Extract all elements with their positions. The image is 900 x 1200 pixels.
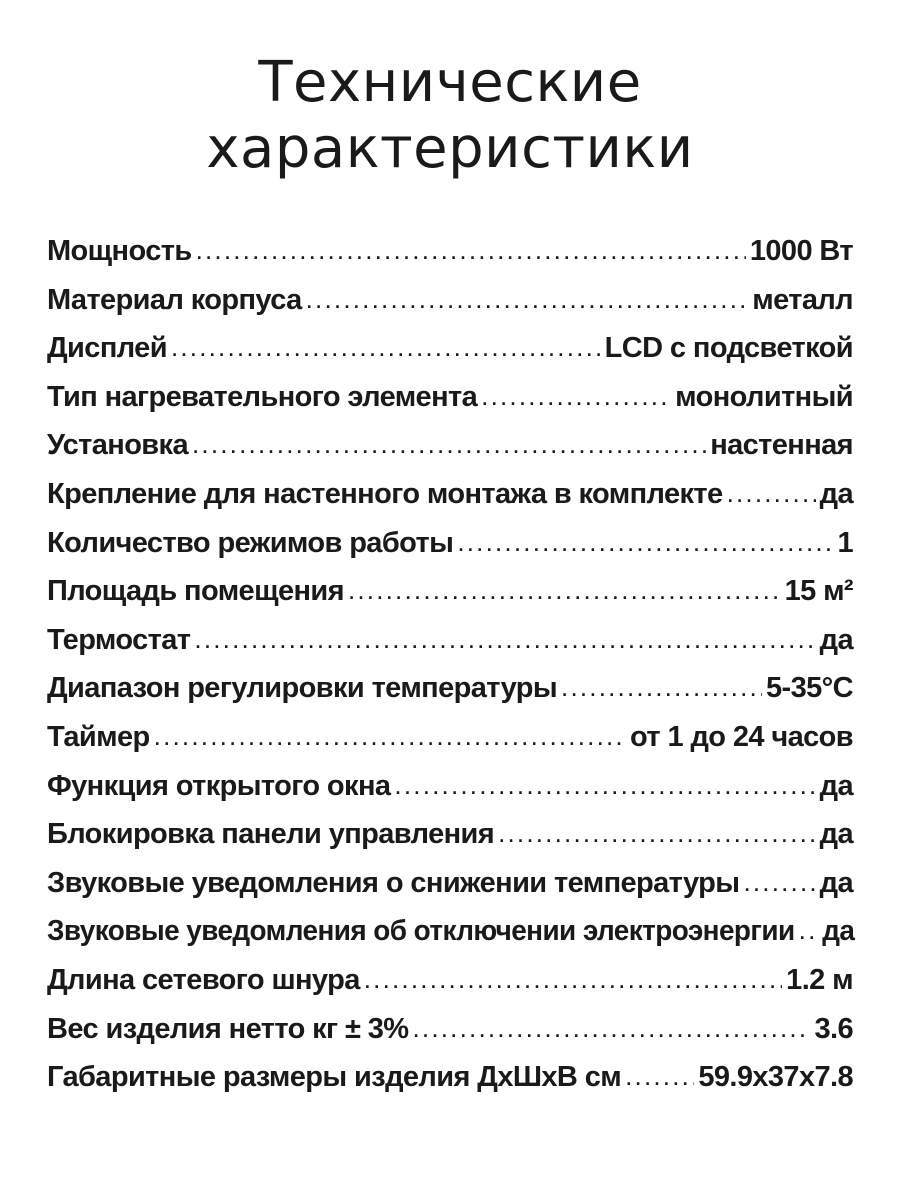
spec-row	[47, 575, 853, 624]
page-title-line-2: характеристики	[206, 116, 694, 181]
spec-row	[47, 429, 853, 478]
spec-value: LCD с подсветкой	[604, 332, 853, 365]
spec-label: Тип нагревательного элемента	[47, 380, 478, 413]
dot-leader	[481, 380, 671, 410]
dot-leader	[194, 623, 815, 653]
dot-leader	[412, 1012, 810, 1042]
spec-row	[47, 478, 853, 527]
spec-value: монолитный	[675, 380, 853, 413]
spec-value: 3.6	[814, 1012, 853, 1045]
spec-label: Габаритные размеры изделия ДхШхВ см	[47, 1061, 622, 1094]
page-title	[0, 50, 900, 182]
spec-row	[47, 867, 853, 916]
spec-value: 1	[837, 526, 853, 559]
spec-label: Блокировка панели управления	[47, 818, 495, 851]
spec-value: да	[819, 477, 853, 510]
spec-row	[47, 721, 853, 770]
dot-leader	[625, 1060, 694, 1090]
spec-label: Звуковые уведомления об отключении электроэнергии	[47, 915, 795, 948]
spec-label: Площадь помещения	[47, 575, 344, 608]
dot-leader	[561, 671, 762, 701]
spec-label: Крепление для настенного монтажа в комплекте	[47, 477, 723, 510]
spec-row	[47, 284, 853, 333]
spec-value: да	[819, 769, 853, 802]
spec-value: металл	[752, 283, 853, 316]
spec-row	[47, 1013, 853, 1062]
spec-row	[47, 624, 853, 673]
spec-value: да	[819, 623, 853, 656]
spec-value: настенная	[710, 429, 853, 462]
spec-label: Функция открытого окна	[47, 769, 391, 802]
dot-leader	[192, 428, 706, 458]
page-title-line-1: Технические	[258, 50, 642, 115]
spec-row	[47, 964, 853, 1013]
spec-value: 59.9x37x7.8	[698, 1061, 853, 1094]
spec-label: Диапазон регулировки температуры	[47, 672, 558, 705]
spec-row	[47, 915, 853, 964]
dot-leader	[457, 526, 833, 556]
spec-row	[47, 818, 853, 867]
dot-leader	[171, 331, 601, 361]
spec-value: 1000 Вт	[749, 235, 853, 267]
spec-row	[47, 672, 853, 721]
spec-label: Звуковые уведомления о снижении температуры	[47, 866, 740, 899]
spec-row	[47, 381, 853, 430]
spec-list	[47, 235, 853, 1110]
spec-value: да	[819, 866, 853, 899]
spec-value: от 1 до 24 часов	[630, 720, 853, 753]
dot-leader	[727, 477, 816, 507]
spec-label: Мощность	[47, 235, 192, 267]
dot-leader	[306, 283, 749, 313]
dot-leader	[196, 234, 746, 264]
dot-leader	[743, 866, 815, 896]
spec-label: Термостат	[47, 623, 191, 656]
spec-row	[47, 235, 853, 284]
spec-value: 15 м²	[784, 575, 853, 608]
spec-value: 5-35°C	[766, 672, 853, 705]
spec-label: Вес изделия нетто кг ± 3%	[47, 1012, 409, 1045]
dot-leader	[364, 963, 782, 993]
spec-label: Дисплей	[47, 332, 167, 365]
dot-leader	[348, 574, 781, 604]
dot-leader	[498, 817, 816, 847]
spec-row	[47, 332, 853, 381]
spec-label: Таймер	[47, 720, 150, 753]
spec-value: да	[822, 915, 855, 948]
spec-label: Материал корпуса	[47, 283, 302, 316]
spec-label: Количество режимов работы	[47, 526, 454, 559]
spec-row	[47, 1061, 853, 1110]
spec-label: Установка	[47, 429, 188, 462]
spec-row	[47, 770, 853, 819]
dot-leader	[394, 769, 815, 799]
spec-row	[47, 527, 853, 576]
dot-leader	[154, 720, 626, 750]
spec-value: да	[819, 818, 853, 851]
spec-value: 1.2 м	[786, 963, 853, 996]
spec-label: Длина сетевого шнура	[47, 963, 360, 996]
dot-leader	[799, 914, 819, 944]
